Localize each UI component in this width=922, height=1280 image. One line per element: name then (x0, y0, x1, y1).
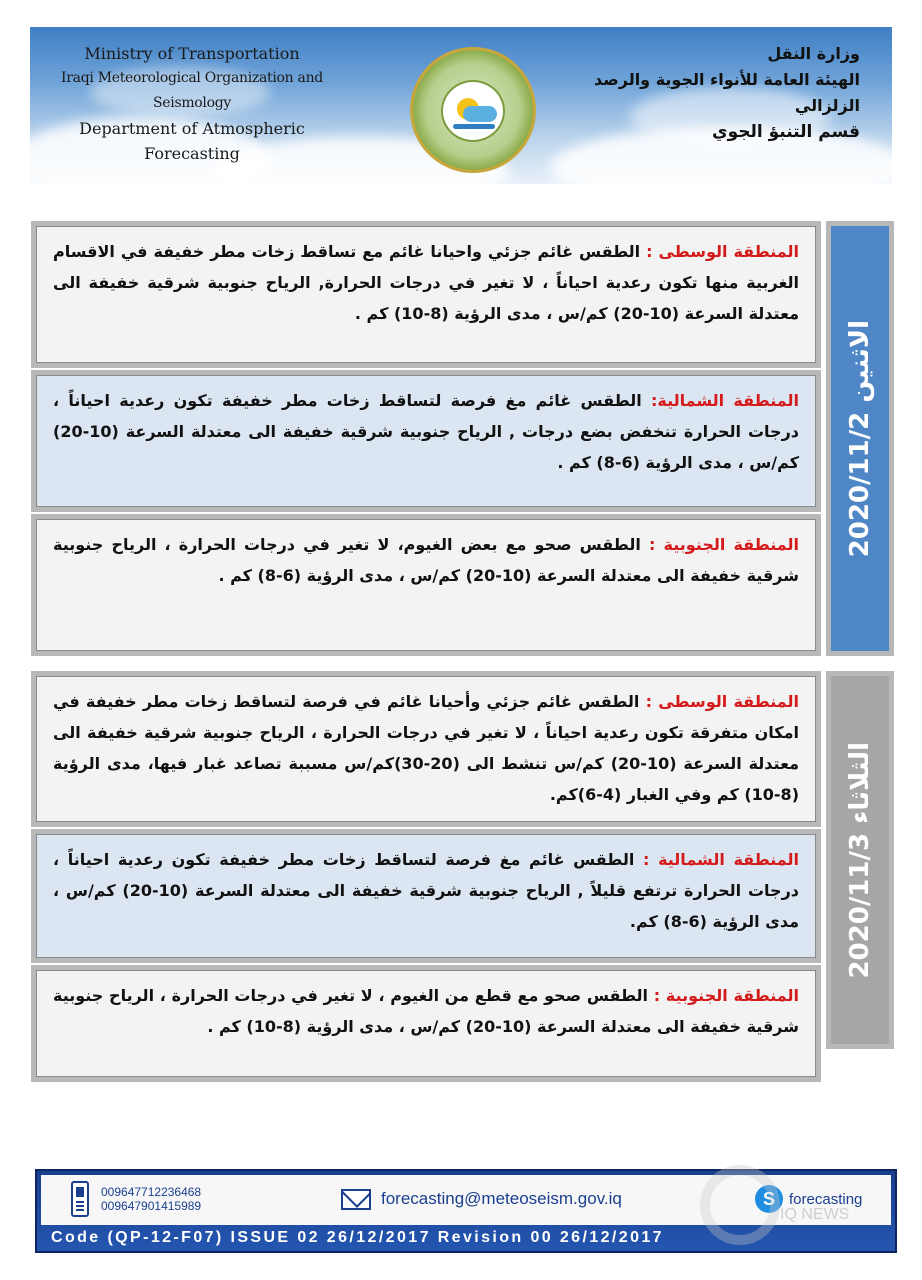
region-name: المنطقة الشمالية: (650, 391, 799, 410)
day2-north-region (31, 829, 821, 963)
region-name: المنطقة الجنوبية : (653, 986, 799, 1005)
envelope-icon (341, 1189, 371, 1210)
day2-date-label: الثلاثاء 2020/11/3 (845, 741, 875, 979)
region-forecast: الطقس غائم مغ فرصة لتساقط زخات مطر خفيفة تكون رعدية احياناً ، درجات الحرارة ترتفع قليلاً , الرياح جنوبية شرقية خفيفة الى معتدلة السرعة (10-20) كم/س ، مدى الرؤية (6-8) كم. (53, 850, 799, 931)
watermark: IQ NEWS (780, 1206, 850, 1223)
organization-logo (410, 47, 536, 173)
day2-date-strip (826, 671, 894, 1049)
day1-north-region (31, 370, 821, 512)
day2-south-region (31, 965, 821, 1082)
header-organization: Iraqi Meteorological Organization and Seismology (61, 70, 323, 111)
email-link[interactable]: forecasting@meteoseism.gov.iq (381, 1189, 622, 1208)
header-banner (30, 27, 892, 184)
wave-icon (453, 124, 495, 129)
region-forecast: الطقس صحو مع قطع من الغيوم ، لا تغير في درجات الحرارة ، الرياح جنوبية شرقية خفيفة الى معتدلة السرعة (10-20) كم/س ، مدى الرؤية (8-10) كم . (53, 986, 799, 1036)
phone-numbers (101, 1185, 201, 1213)
region-forecast: الطقس صحو مع بعض الغيوم، لا تغير في درجات الحرارة ، الرياح جنوبية شرقية خفيفة الى معتدلة السرعة (10-20) كم/س ، مدى الرؤية (6-8) كم . (53, 535, 799, 585)
header-organization-ar: الهيئة العامة للأنواء الجوية والرصد الزلزالي (594, 70, 860, 115)
header-ministry: Ministry of Transportation (84, 44, 300, 63)
region-name: المنطقة الوسطى : (645, 692, 800, 711)
phone-number-1[interactable]: 009647712236468 (101, 1185, 202, 1199)
phone-number-2[interactable]: 009647901415989 (101, 1199, 202, 1213)
cloud-icon (463, 106, 497, 122)
document-code: Code (QP-12-F07) ISSUE 02 26/12/2017 Revision 00 26/12/2017 (51, 1229, 664, 1246)
header-english (42, 41, 342, 166)
skype-handle[interactable]: forecasting (789, 1191, 863, 1208)
header-department-ar: قسم التنبؤ الجوي (712, 122, 860, 142)
day1-date-label: الاثنين 2020/11/2 (845, 319, 875, 558)
header-arabic (560, 41, 860, 145)
header-department: Department of Atmospheric Forecasting (79, 119, 305, 163)
mobile-phone-icon (71, 1181, 89, 1217)
day1-south-region (31, 514, 821, 656)
region-forecast: الطقس غائم جزئي واحيانا غائم مع تساقط زخات مطر خفيفة في الاقسام الغربية منها تكون رعدية احياناً ، لا تغير في درجات الحرارة, الرياح جنوبية شرقية خفيفة الى معتدلة السرعة (10-20) كم/س ، مدى الرؤية (8-10) كم . (53, 242, 799, 323)
region-forecast: الطقس غائم جزئي وأحيانا غائم في فرصة لتساقط زخات مطر خفيفة في امكان متفرقة تكون رعدية احياناً ، لا تغير في درجات الحرارة ، الرياح جنوبية شرقية خفيفة الى معتدلة السرعة (10-20) كم/س تنشط الى (20-30)كم/س مسببة تصاعد غبار فيها، مدى الرؤية (8-10) كم وفي الغبار (4-6)كم. (53, 692, 800, 804)
day2-central-region (31, 671, 821, 827)
region-name: المنطقة الجنوبية : (649, 535, 800, 554)
region-name: المنطقة الشمالية : (643, 850, 800, 869)
skype-icon: S (755, 1185, 783, 1213)
region-name: المنطقة الوسطى : (646, 242, 800, 261)
header-ministry-ar: وزارة النقل (767, 44, 860, 63)
day1-date-strip (826, 221, 894, 656)
watermark-logo-icon (700, 1165, 780, 1245)
region-forecast: الطقس غائم مغ فرصة لتساقط زخات مطر خفيفة تكون رعدية احياناً ، درجات الحرارة تنخفض بضع درجات , الرياح جنوبية شرقية خفيفة الى معتدلة السرعة (10-20) كم/س ، مدى الرؤية (6-8) كم . (53, 391, 799, 472)
day1-central-region (31, 221, 821, 368)
